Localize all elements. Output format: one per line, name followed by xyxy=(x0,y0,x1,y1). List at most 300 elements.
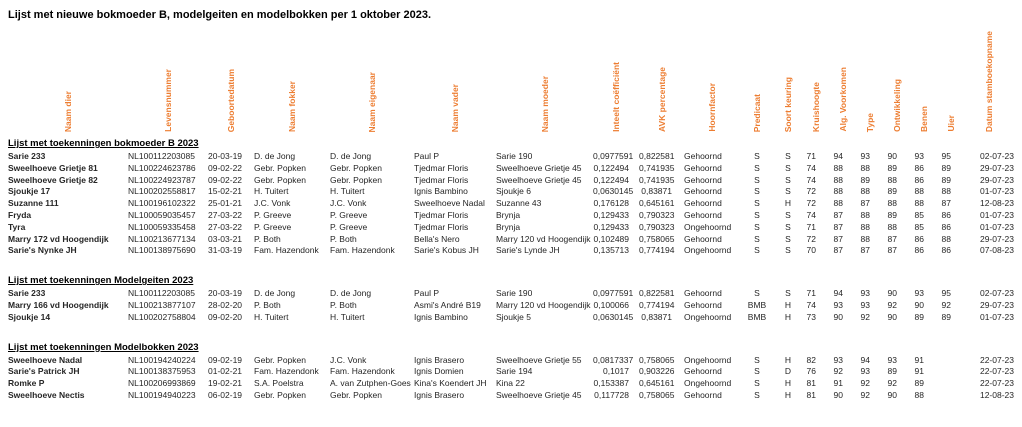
cell-type: 93 xyxy=(860,366,870,377)
cell-naam-eigenaar: Fam. Hazendonk xyxy=(330,366,395,377)
cell-naam-fokker: Gebr. Popken xyxy=(254,389,306,400)
cell-type: 92 xyxy=(860,311,870,322)
cell-levensnummer: NL100059035457 xyxy=(128,209,196,220)
cell-levensnummer: NL100202758804 xyxy=(128,311,196,322)
cell-uier xyxy=(937,378,964,390)
cell-ontwikkeling: 90 xyxy=(887,288,897,299)
column-header-label: Naam dier xyxy=(63,90,73,132)
column-header-label: Type xyxy=(864,112,875,132)
cell-benen: 93 xyxy=(914,151,924,161)
cell-hoornfactor: Gehoornd xyxy=(684,288,722,299)
cell-type: 88 xyxy=(860,209,870,220)
cell-alg-voorkomen: 94 xyxy=(833,151,843,161)
cell-benen: 85 xyxy=(914,209,924,220)
table-row xyxy=(8,366,1014,378)
cell-type: 87 xyxy=(860,245,870,256)
cell-soort-keuring: S xyxy=(785,288,791,299)
cell-soort-keuring: S xyxy=(785,186,791,197)
column-header-ontwikkeling xyxy=(883,24,910,136)
cell-alg-voorkomen: 88 xyxy=(833,174,843,185)
cell-kruishoogte: 73 xyxy=(806,311,816,322)
cell-datum-stamboekopname: 01-07-23 xyxy=(979,311,1014,322)
cell-predicaat: S xyxy=(754,354,760,365)
table-row xyxy=(8,300,1014,312)
cell-naam-fokker: Fam. Hazendonk xyxy=(254,245,319,256)
cell-naam-fokker: P. Greeve xyxy=(254,221,292,232)
cell-inteelt-coefficient: 0,122494 xyxy=(593,174,629,185)
cell-benen: 85 xyxy=(914,221,924,232)
cell-type: 88 xyxy=(860,233,870,244)
cell-naam-vader: Kina's Koendert JH xyxy=(414,378,487,389)
cell-avk-percentage: 0,774194 xyxy=(639,299,675,310)
cell-kruishoogte: 74 xyxy=(806,174,816,185)
column-header-benen xyxy=(910,24,937,136)
cell-predicaat: S xyxy=(754,186,760,197)
cell-naam-dier: Sweelhoeve Nadal xyxy=(8,354,83,365)
cell-alg-voorkomen: 93 xyxy=(833,354,843,365)
cell-geboortedatum: 09-02-20 xyxy=(208,311,243,322)
cell-kruishoogte: 74 xyxy=(806,299,816,310)
cell-soort-keuring: H xyxy=(784,311,792,322)
cell-levensnummer: NL100224623786 xyxy=(128,162,196,173)
cell-naam-eigenaar: Gebr. Popken xyxy=(330,389,382,400)
cell-naam-moeder: Sarie's Lynde JH xyxy=(496,245,560,256)
cell-inteelt-coefficient: 0,176128 xyxy=(593,198,629,209)
cell-inteelt-coefficient: 0,117728 xyxy=(594,389,629,400)
cell-inteelt-coefficient: 0,1017 xyxy=(603,366,629,377)
cell-hoornfactor: Gehoornd xyxy=(684,299,722,310)
cell-type: 88 xyxy=(860,221,870,232)
cell-type: 88 xyxy=(860,162,870,173)
cell-levensnummer: NL100112203085 xyxy=(128,288,195,299)
cell-naam-dier: Sarie's Patrick JH xyxy=(8,366,80,377)
cell-inteelt-coefficient: 0,153387 xyxy=(593,378,629,389)
cell-naam-vader: Bella's Nero xyxy=(414,233,460,244)
cell-naam-dier: Sarie 233 xyxy=(8,288,46,299)
cell-predicaat: S xyxy=(754,233,760,244)
cell-naam-vader: Paul P xyxy=(414,151,440,161)
cell-datum-stamboekopname: 29-07-23 xyxy=(979,162,1014,173)
cell-type: 88 xyxy=(860,186,870,197)
column-header-row xyxy=(8,24,1014,136)
cell-avk-percentage: 0,758065 xyxy=(639,354,675,365)
column-header-label: Datum stamboekopname xyxy=(984,30,994,132)
column-header-label: Kruishoogte xyxy=(810,81,821,132)
cell-kruishoogte: 72 xyxy=(806,233,816,244)
cell-predicaat: S xyxy=(754,221,760,232)
cell-levensnummer: NL100213877107 xyxy=(128,299,196,310)
cell-predicaat: S xyxy=(754,288,760,299)
cell-naam-moeder: Kina 22 xyxy=(496,378,525,389)
cell-avk-percentage: 0,83871 xyxy=(641,311,672,322)
column-header-label: Ontwikkeling xyxy=(891,79,902,132)
cell-levensnummer: NL100112203085 xyxy=(128,151,195,161)
table-row xyxy=(8,175,1014,187)
cell-geboortedatum: 20-03-19 xyxy=(208,151,243,161)
table-row xyxy=(8,163,1014,175)
column-header-predicaat xyxy=(740,24,774,136)
cell-naam-vader: Sweelhoeve Nadal xyxy=(414,198,485,209)
cell-uier xyxy=(937,355,964,367)
cell-benen: 90 xyxy=(914,299,924,310)
cell-naam-dier: Sjoukje 14 xyxy=(8,311,51,322)
cell-geboortedatum: 28-02-20 xyxy=(208,299,243,310)
cell-levensnummer: NL100202558817 xyxy=(128,186,196,197)
table-row xyxy=(8,245,1014,257)
cell-predicaat: S xyxy=(754,366,760,377)
cell-geboortedatum: 15-02-21 xyxy=(208,186,243,197)
cell-naam-moeder: Marry 120 vd Hoogendijk xyxy=(496,233,591,244)
cell-ontwikkeling: 92 xyxy=(887,299,897,310)
cell-predicaat: S xyxy=(754,198,760,209)
cell-avk-percentage: 0,790323 xyxy=(639,209,675,220)
cell-predicaat: S xyxy=(754,245,760,256)
cell-soort-keuring: S xyxy=(785,233,791,244)
cell-ontwikkeling: 87 xyxy=(887,245,897,256)
cell-naam-eigenaar: P. Greeve xyxy=(330,209,368,220)
cell-soort-keuring: S xyxy=(785,209,791,220)
cell-ontwikkeling: 90 xyxy=(887,151,897,161)
cell-benen: 88 xyxy=(914,186,924,197)
cell-benen: 86 xyxy=(914,174,924,185)
table-row xyxy=(8,288,1014,300)
cell-naam-fokker: H. Tuitert xyxy=(254,311,289,322)
cell-uier: 95 xyxy=(941,151,951,161)
cell-geboortedatum: 31-03-19 xyxy=(208,245,243,256)
cell-uier: 88 xyxy=(941,186,951,197)
cell-alg-voorkomen: 87 xyxy=(833,209,843,220)
cell-kruishoogte: 72 xyxy=(806,198,816,209)
cell-datum-stamboekopname: 01-07-23 xyxy=(979,186,1014,197)
cell-inteelt-coefficient: 0,0817337 xyxy=(593,354,634,365)
section-heading-row xyxy=(8,257,1014,288)
cell-ontwikkeling: 90 xyxy=(887,311,897,322)
cell-naam-fokker: P. Both xyxy=(254,299,281,310)
cell-naam-dier: Sarie's Nynke JH xyxy=(8,245,77,256)
cell-geboortedatum: 09-02-22 xyxy=(208,174,243,185)
cell-alg-voorkomen: 87 xyxy=(833,245,843,256)
cell-benen: 86 xyxy=(914,162,924,173)
cell-geboortedatum: 09-02-22 xyxy=(208,162,243,173)
cell-alg-voorkomen: 91 xyxy=(833,378,843,389)
cell-predicaat: S xyxy=(754,209,760,220)
cell-kruishoogte: 82 xyxy=(806,354,816,365)
cell-levensnummer: NL100059335458 xyxy=(128,221,196,232)
cell-soort-keuring: H xyxy=(784,378,792,389)
table-row xyxy=(8,390,1014,402)
cell-type: 92 xyxy=(860,389,870,400)
column-header-geboortedatum xyxy=(208,24,254,136)
column-header-alg-voorkomen xyxy=(829,24,856,136)
cell-naam-fokker: Gebr. Popken xyxy=(254,174,306,185)
cell-inteelt-coefficient: 0,100066 xyxy=(593,299,629,310)
table-row xyxy=(8,151,1014,163)
cell-inteelt-coefficient: 0,0630145 xyxy=(593,311,634,322)
cell-naam-dier: Romke P xyxy=(8,378,45,389)
cell-uier: 87 xyxy=(941,198,951,209)
cell-predicaat: S xyxy=(754,151,760,161)
cell-inteelt-coefficient: 0,129433 xyxy=(593,221,629,232)
cell-ontwikkeling: 88 xyxy=(887,198,897,209)
column-header-label: Soort keuring xyxy=(783,76,793,132)
cell-naam-moeder: Sjoukje 6 xyxy=(496,186,531,197)
cell-alg-voorkomen: 87 xyxy=(833,233,843,244)
cell-soort-keuring: H xyxy=(784,354,792,365)
cell-kruishoogte: 71 xyxy=(806,221,816,232)
cell-benen: 91 xyxy=(914,366,924,377)
cell-naam-moeder: Brynja xyxy=(496,209,521,220)
table-row xyxy=(8,222,1014,234)
cell-hoornfactor: Ongehoornd xyxy=(684,354,732,365)
table-row xyxy=(8,312,1014,324)
column-header-label: Uier xyxy=(945,115,956,132)
cell-naam-dier: Tyra xyxy=(8,221,26,232)
table-row xyxy=(8,355,1014,367)
table-row xyxy=(8,186,1014,198)
cell-naam-vader: Tjedmar Floris xyxy=(414,162,469,173)
table-row xyxy=(8,378,1014,390)
column-header-label: Naam eigenaar xyxy=(367,71,377,132)
cell-avk-percentage: 0,741935 xyxy=(639,162,675,173)
cell-predicaat: BMB xyxy=(747,299,767,310)
cell-datum-stamboekopname: 29-07-23 xyxy=(979,174,1014,185)
cell-naam-dier: Sweelhoeve Nectis xyxy=(8,389,85,400)
cell-naam-vader: Ignis Brasero xyxy=(414,354,465,365)
cell-alg-voorkomen: 88 xyxy=(833,198,843,209)
cell-kruishoogte: 71 xyxy=(806,151,816,161)
cell-alg-voorkomen: 88 xyxy=(833,186,843,197)
column-header-label: AVK percentage xyxy=(656,66,667,132)
cell-hoornfactor: Gehoornd xyxy=(684,209,722,220)
cell-naam-vader: Asmi's André B19 xyxy=(414,299,481,310)
cell-avk-percentage: 0,645161 xyxy=(639,198,675,209)
cell-ontwikkeling: 88 xyxy=(887,221,897,232)
cell-alg-voorkomen: 90 xyxy=(833,311,843,322)
cell-uier: 95 xyxy=(941,288,951,299)
cell-uier: 86 xyxy=(941,221,951,232)
cell-avk-percentage: 0,790323 xyxy=(639,221,675,232)
cell-naam-dier: Suzanne 111 xyxy=(8,198,59,209)
cell-naam-moeder: Sweelhoeve Grietje 45 xyxy=(496,174,582,185)
cell-levensnummer: NL100213677134 xyxy=(128,233,196,244)
cell-naam-moeder: Brynja xyxy=(496,221,521,232)
cell-geboortedatum: 19-02-21 xyxy=(208,378,243,389)
cell-ontwikkeling: 89 xyxy=(887,186,897,197)
cell-alg-voorkomen: 87 xyxy=(833,221,843,232)
cell-naam-eigenaar: A. van Zutphen-Goes xyxy=(330,378,411,389)
cell-soort-keuring: D xyxy=(784,366,792,377)
section-heading-row xyxy=(8,324,1014,355)
cell-naam-moeder: Sweelhoeve Grietje 55 xyxy=(496,354,582,365)
cell-naam-fokker: Gebr. Popken xyxy=(254,162,306,173)
cell-datum-stamboekopname: 12-08-23 xyxy=(979,389,1014,400)
cell-inteelt-coefficient: 0,129433 xyxy=(593,209,629,220)
column-header-datum-stamboekopname xyxy=(964,24,1014,136)
cell-type: 93 xyxy=(860,288,870,299)
cell-kruishoogte: 76 xyxy=(806,366,816,377)
cell-soort-keuring: H xyxy=(784,198,792,209)
cell-levensnummer: NL100224923787 xyxy=(128,174,196,185)
cell-geboortedatum: 03-03-21 xyxy=(208,233,243,244)
column-header-inteelt-coefficient xyxy=(593,24,639,136)
cell-hoornfactor: Ongehoornd xyxy=(684,311,732,322)
cell-benen: 86 xyxy=(914,245,924,256)
cell-hoornfactor: Gehoornd xyxy=(684,162,722,173)
cell-type: 87 xyxy=(860,198,870,209)
cell-kruishoogte: 74 xyxy=(806,162,816,173)
cell-avk-percentage: 0,758065 xyxy=(639,233,675,244)
cell-hoornfactor: Gehoornd xyxy=(684,151,722,161)
column-header-label: Predicaat xyxy=(752,93,762,132)
cell-datum-stamboekopname: 12-08-23 xyxy=(979,198,1014,209)
cell-benen: 89 xyxy=(914,311,924,322)
cell-predicaat: S xyxy=(754,389,760,400)
cell-soort-keuring: H xyxy=(784,389,792,400)
cell-kruishoogte: 81 xyxy=(806,378,816,389)
cell-naam-fokker: J.C. Vonk xyxy=(254,198,291,209)
cell-hoornfactor: Gehoornd xyxy=(684,186,722,197)
cell-geboortedatum: 20-03-19 xyxy=(208,288,243,299)
cell-alg-voorkomen: 94 xyxy=(833,288,843,299)
cell-geboortedatum: 27-03-22 xyxy=(208,221,243,232)
cell-avk-percentage: 0,903226 xyxy=(639,366,675,377)
cell-avk-percentage: 0,83871 xyxy=(641,186,672,197)
cell-hoornfactor: Gehoornd xyxy=(684,366,722,377)
cell-naam-eigenaar: J.C. Vonk xyxy=(330,354,367,365)
cell-alg-voorkomen: 90 xyxy=(833,389,843,400)
cell-uier: 89 xyxy=(941,311,951,322)
cell-levensnummer: NL100196102322 xyxy=(128,198,196,209)
cell-naam-vader: Sarie's Kobus JH xyxy=(414,245,479,256)
cell-naam-dier: Marry 172 vd Hoogendijk xyxy=(8,233,109,244)
cell-naam-eigenaar: H. Tuitert xyxy=(330,186,365,197)
cell-benen: 89 xyxy=(914,378,924,389)
section-heading-3: Lijst met toekenningen Modelbokken 2023 xyxy=(8,341,199,353)
column-header-label: Naam fokker xyxy=(287,80,297,132)
cell-datum-stamboekopname: 29-07-23 xyxy=(979,233,1014,244)
cell-predicaat: S xyxy=(754,378,760,389)
cell-type: 93 xyxy=(860,151,870,161)
cell-naam-vader: Ignis Bambino xyxy=(414,311,468,322)
cell-datum-stamboekopname: 22-07-23 xyxy=(979,378,1014,389)
cell-naam-dier: Fryda xyxy=(8,209,32,220)
column-header-label: Alg. Voorkomen xyxy=(837,67,848,132)
cell-hoornfactor: Gehoornd xyxy=(684,174,722,185)
cell-naam-fokker: D. de Jong xyxy=(254,151,296,161)
cell-alg-voorkomen: 92 xyxy=(833,366,843,377)
section-heading-1: Lijst met toekenningen bokmoeder B 2023 xyxy=(8,138,199,149)
section-heading-2: Lijst met toekenningen Modelgeiten 2023 xyxy=(8,275,194,287)
cell-uier xyxy=(937,390,964,402)
cell-alg-voorkomen: 93 xyxy=(833,299,843,310)
cell-geboortedatum: 06-02-19 xyxy=(208,389,243,400)
cell-levensnummer: NL100194240224 xyxy=(128,354,196,365)
column-header-label: Benen xyxy=(918,106,929,132)
cell-naam-dier: Sweelhoeve Grietje 81 xyxy=(8,162,98,173)
cell-naam-vader: Tjedmar Floris xyxy=(414,209,469,220)
cell-naam-dier: Sjoukje 17 xyxy=(8,186,51,197)
cell-geboortedatum: 27-03-22 xyxy=(208,209,243,220)
cell-ontwikkeling: 88 xyxy=(887,174,897,185)
cell-naam-eigenaar: Fam. Hazendonk xyxy=(330,245,395,256)
cell-naam-eigenaar: H. Tuitert xyxy=(330,311,365,322)
cell-uier xyxy=(937,366,964,378)
column-header-naam-fokker xyxy=(254,24,330,136)
cell-uier: 86 xyxy=(941,245,951,256)
cell-uier: 88 xyxy=(941,233,951,244)
cell-datum-stamboekopname: 29-07-23 xyxy=(979,299,1014,310)
cell-benen: 88 xyxy=(914,389,924,400)
toekenningen-table xyxy=(8,24,1014,402)
cell-benen: 91 xyxy=(914,354,924,365)
cell-ontwikkeling: 89 xyxy=(887,162,897,173)
cell-avk-percentage: 0,645161 xyxy=(639,378,675,389)
cell-naam-fokker: S.A. Poelstra xyxy=(254,378,304,389)
cell-type: 94 xyxy=(860,354,870,365)
cell-hoornfactor: Ongehoornd xyxy=(684,245,732,256)
cell-hoornfactor: Ongehoornd xyxy=(684,221,732,232)
column-header-avk-percentage xyxy=(639,24,684,136)
cell-ontwikkeling: 89 xyxy=(887,366,897,377)
cell-soort-keuring: H xyxy=(784,299,792,310)
cell-soort-keuring: S xyxy=(785,221,791,232)
column-header-naam-dier xyxy=(8,24,128,136)
cell-inteelt-coefficient: 0,0977591 xyxy=(593,288,634,299)
cell-kruishoogte: 71 xyxy=(806,288,816,299)
cell-benen: 93 xyxy=(914,288,924,299)
cell-inteelt-coefficient: 0,102489 xyxy=(593,233,629,244)
cell-predicaat: S xyxy=(754,162,760,173)
cell-predicaat: S xyxy=(754,174,760,185)
cell-naam-dier: Sarie 233 xyxy=(8,151,46,161)
cell-uier: 86 xyxy=(941,209,951,220)
column-header-label: Geboortedatum xyxy=(226,68,236,132)
cell-type: 92 xyxy=(860,378,870,389)
cell-geboortedatum: 01-02-21 xyxy=(208,366,243,377)
cell-predicaat: BMB xyxy=(747,311,767,322)
column-header-naam-eigenaar xyxy=(330,24,414,136)
cell-ontwikkeling: 87 xyxy=(887,233,897,244)
cell-datum-stamboekopname: 07-08-23 xyxy=(979,245,1014,256)
cell-naam-dier: Sweelhoeve Grietje 82 xyxy=(8,174,98,185)
section-heading-row xyxy=(8,136,1014,151)
cell-naam-fokker: D. de Jong xyxy=(254,288,296,299)
cell-hoornfactor: Gehoornd xyxy=(684,389,722,400)
cell-naam-moeder: Sarie 190 xyxy=(496,151,533,161)
cell-datum-stamboekopname: 01-07-23 xyxy=(979,221,1014,232)
cell-naam-eigenaar: Gebr. Popken xyxy=(330,162,382,173)
cell-uier: 89 xyxy=(941,162,951,173)
cell-alg-voorkomen: 88 xyxy=(833,162,843,173)
cell-datum-stamboekopname: 02-07-23 xyxy=(979,288,1014,299)
cell-naam-dier: Marry 166 vd Hoogendijk xyxy=(8,299,109,310)
cell-ontwikkeling: 93 xyxy=(887,354,897,365)
cell-inteelt-coefficient: 0,0977591 xyxy=(593,151,634,161)
cell-naam-fokker: H. Tuitert xyxy=(254,186,289,197)
cell-datum-stamboekopname: 02-07-23 xyxy=(979,151,1014,161)
table-row xyxy=(8,234,1014,246)
cell-hoornfactor: Gehoornd xyxy=(684,233,722,244)
column-header-type xyxy=(856,24,883,136)
cell-ontwikkeling: 90 xyxy=(887,389,897,400)
cell-avk-percentage: 0,741935 xyxy=(639,174,675,185)
cell-avk-percentage: 0,758065 xyxy=(639,389,675,400)
cell-hoornfactor: Gehoornd xyxy=(684,198,722,209)
cell-naam-eigenaar: J.C. Vonk xyxy=(330,198,367,209)
cell-naam-vader: Ignis Bambino xyxy=(414,186,468,197)
column-header-label: Levensnummer xyxy=(163,69,173,132)
cell-soort-keuring: S xyxy=(785,151,791,161)
